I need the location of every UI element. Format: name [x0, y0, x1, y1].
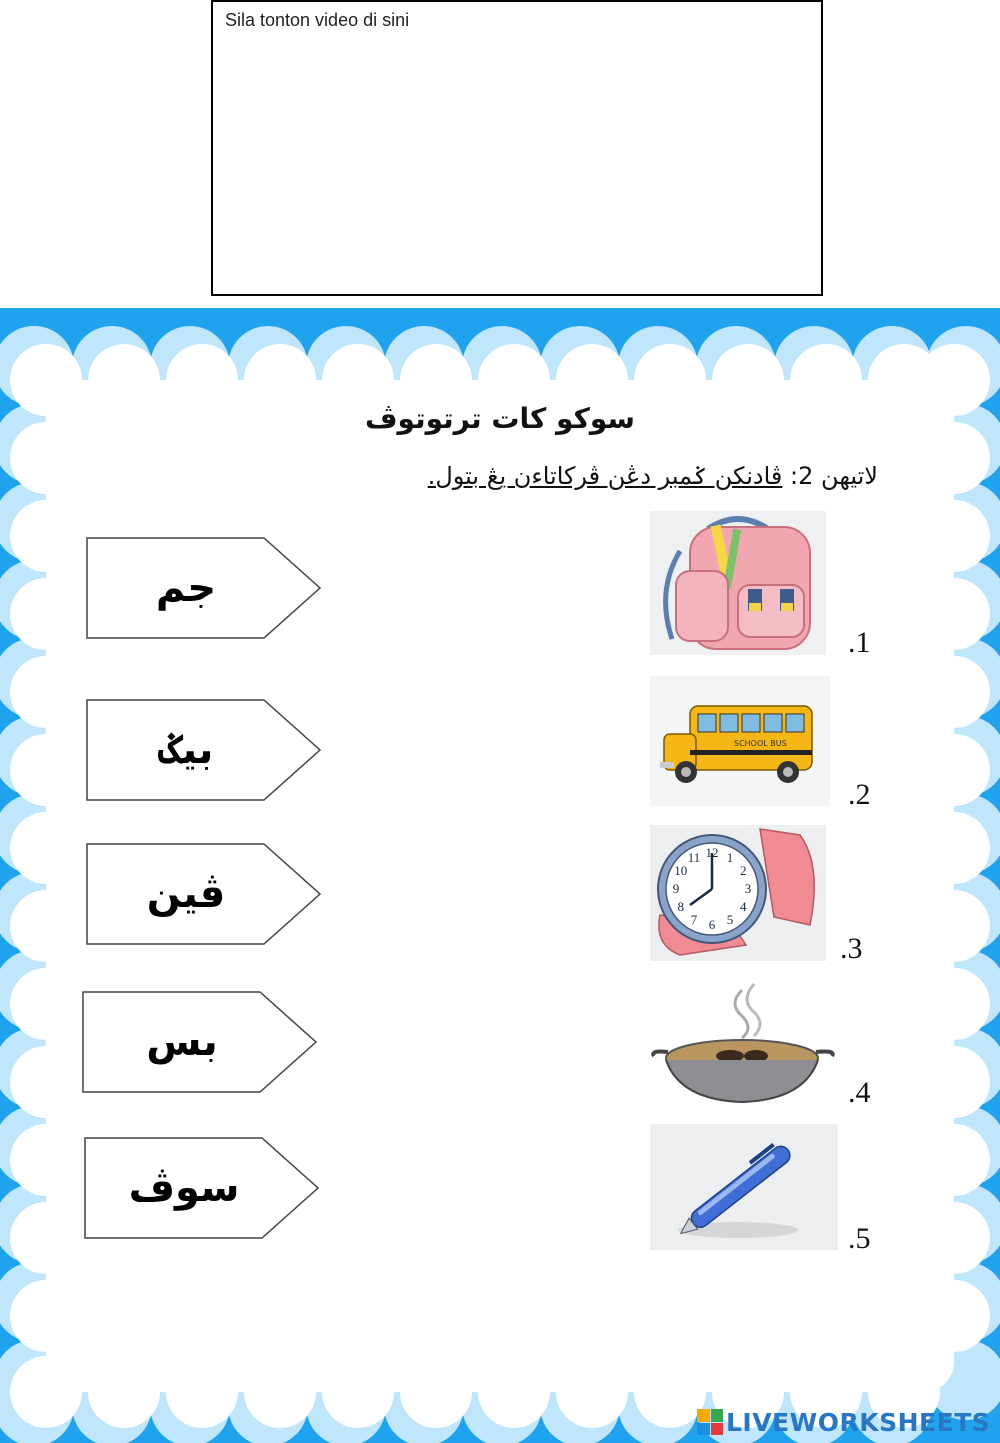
- tag-word: ڤين: [146, 871, 226, 917]
- clock-number: 11: [687, 849, 701, 865]
- picture-number: .1: [848, 626, 871, 659]
- tag-word: سوڤ: [128, 1165, 240, 1211]
- word-tag[interactable]: [84, 1137, 320, 1239]
- word-tag[interactable]: [86, 843, 322, 945]
- clock-number: 7: [690, 912, 698, 928]
- clock-number: 5: [726, 912, 734, 928]
- clock-number: 9: [672, 881, 680, 896]
- pen-icon: [650, 1124, 838, 1250]
- logo-mark-icon: [697, 1409, 723, 1435]
- picture-5[interactable]: [650, 1124, 838, 1250]
- clock-number: 10: [674, 863, 688, 878]
- clock-number: 6: [708, 917, 716, 932]
- clock-number: 4: [739, 899, 747, 914]
- tag-word: بس: [146, 1019, 218, 1065]
- clock-number: 8: [677, 899, 685, 914]
- clock-number: 3: [744, 881, 752, 896]
- school-bus-icon: [650, 676, 830, 806]
- clock-number: 12: [705, 845, 719, 860]
- picture-number: .3: [840, 932, 863, 965]
- liveworksheets-logo: [697, 1404, 990, 1440]
- video-label: Sila tonton video di sini: [225, 10, 410, 30]
- clock-number: 1: [726, 849, 734, 865]
- worksheet-title: سوكو كات ترتوتوڤ: [365, 402, 635, 435]
- picture-number: .4: [848, 1076, 871, 1109]
- instruction-text: [428, 462, 878, 490]
- bus-caption: SCHOOL BUS: [734, 739, 787, 748]
- instruction-prefix: لاتيهن 2:: [790, 462, 878, 490]
- picture-2[interactable]: [650, 676, 830, 806]
- school-bag-icon: [650, 511, 826, 655]
- picture-1[interactable]: [650, 511, 826, 655]
- word-tag[interactable]: [86, 699, 322, 801]
- picture-3[interactable]: [650, 825, 826, 961]
- soup-bowl-icon: [650, 980, 836, 1106]
- clock-number: 2: [739, 863, 747, 878]
- instruction-task: ڤادنكن ݢمبر دڠن ڤرکاتاءن يڠ بتول.: [427, 462, 783, 490]
- tag-word: جم: [155, 565, 217, 611]
- tag-word: بيݢ: [158, 727, 214, 773]
- video-placeholder[interactable]: [211, 0, 823, 296]
- word-tag[interactable]: [86, 537, 322, 639]
- wrist-watch-icon: [650, 825, 826, 961]
- picture-4[interactable]: [650, 980, 836, 1106]
- word-tag[interactable]: [82, 991, 318, 1093]
- brand-text: LIVEWORKSHEETS: [726, 1407, 991, 1437]
- picture-number: .5: [848, 1222, 871, 1255]
- picture-number: .2: [848, 778, 871, 811]
